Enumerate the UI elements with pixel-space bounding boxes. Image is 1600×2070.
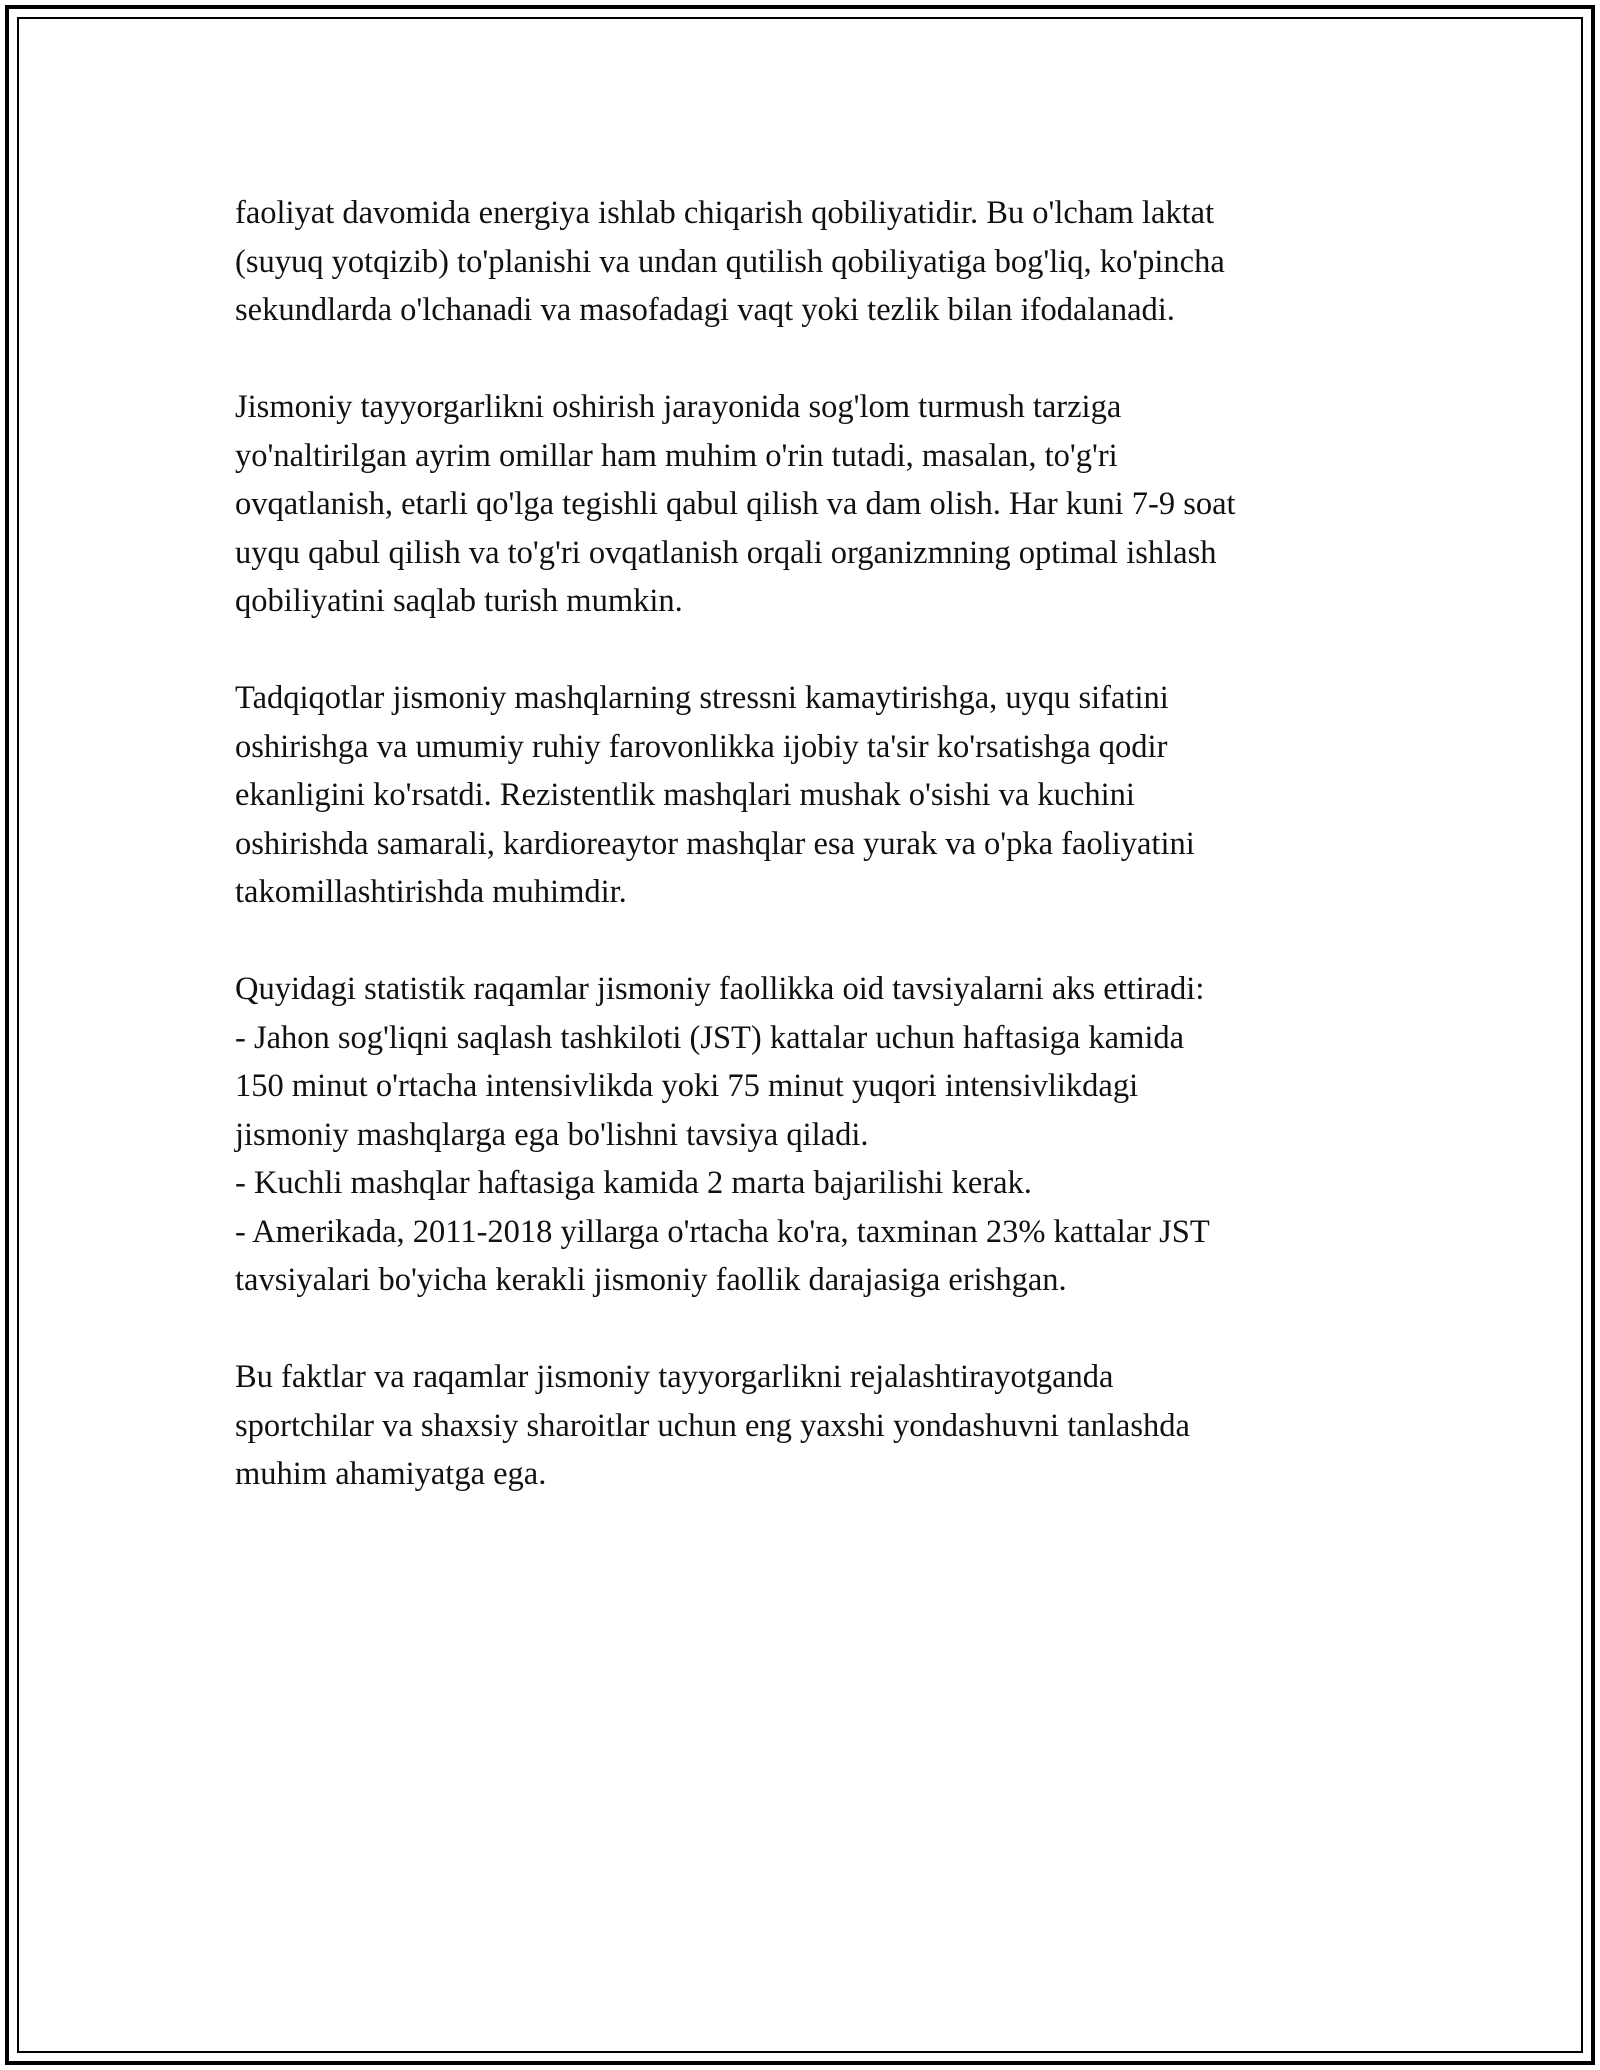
- text-line: (suyuq yotqizib) to'planishi va undan qutilish qobiliyatiga bog'liq, ko'pincha: [235, 243, 1225, 280]
- text-line: ovqatlanish, etarli qo'lga tegishli qabul qilish va dam olish. Har kuni 7-9 soat: [235, 486, 1236, 522]
- text-line: jismoniy mashqlarga ega bo'lishni tavsiya qiladi.: [235, 1116, 869, 1153]
- text-line: tavsiyalari bo'yicha kerakli jismoniy faollik darajasiga erishgan.: [235, 1262, 1067, 1298]
- text-line: sekundlarda o'lchanadi va masofadagi vaqt yoki tezlik bilan ifodalanadi.: [235, 292, 1175, 328]
- paragraph-research: [235, 674, 1375, 917]
- text-line: muhim ahamiyatga ega.: [235, 1456, 547, 1492]
- paragraph-conclusion: [235, 1353, 1375, 1499]
- text-line: oshirishda samarali, kardioreaytor mashqlar esa yurak va o'pka faoliyatini: [235, 825, 1195, 862]
- text-line: qobiliyatini saqlab turish mumkin.: [235, 583, 683, 619]
- paragraph-statistics: [235, 965, 1375, 1305]
- text-line: - Amerikada, 2011-2018 yillarga o'rtacha ko'ra, taxminan 23% kattalar JST: [235, 1213, 1210, 1250]
- paragraph-healthy-lifestyle: [235, 383, 1375, 626]
- text-line: Jismoniy tayyorgarlikni oshirish jarayonida sog'lom turmush tarziga: [235, 389, 1122, 425]
- paragraph-anaerobic-capacity: [235, 189, 1375, 335]
- text-line: Tadqiqotlar jismoniy mashqlarning stressni kamaytirishga, uyqu sifatini: [235, 680, 1169, 716]
- text-line: uyqu qabul qilish va to'g'ri ovqatlanish orqali organizmning optimal ishlash: [235, 534, 1217, 571]
- text-line: faoliyat davomida energiya ishlab chiqarish qobiliyatidir. Bu o'lcham laktat: [235, 195, 1215, 231]
- text-line: 150 minut o'rtacha intensivlikda yoki 75 minut yuqori intensivlikdagi: [235, 1068, 1139, 1104]
- text-line: Quyidagi statistik raqamlar jismoniy faollikka oid tavsiyalarni aks ettiradi:: [235, 971, 1205, 1007]
- text-line: - Jahon sog'liqni saqlash tashkiloti (JST) kattalar uchun haftasiga kamida: [235, 1019, 1185, 1056]
- text-line: oshirishga va umumiy ruhiy farovonlikka ijobiy ta'sir ko'rsatishga qodir: [235, 728, 1168, 765]
- text-line: ekanligini ko'rsatdi. Rezistentlik mashqlari mushak o'sishi va kuchini: [235, 777, 1135, 813]
- text-line: sportchilar va shaxsiy sharoitlar uchun eng yaxshi yondashuvni tanlashda: [235, 1407, 1190, 1444]
- text-line: Bu faktlar va raqamlar jismoniy tayyorgarlikni rejalashtirayotganda: [235, 1359, 1114, 1395]
- text-line: - Kuchli mashqlar haftasiga kamida 2 marta bajarilishi kerak.: [235, 1165, 1032, 1201]
- document-body: [235, 189, 1375, 1547]
- text-line: yo'naltirilgan ayrim omillar ham muhim o'rin tutadi, masalan, to'g'ri: [235, 437, 1118, 474]
- text-line: takomillashtirishda muhimdir.: [235, 874, 627, 910]
